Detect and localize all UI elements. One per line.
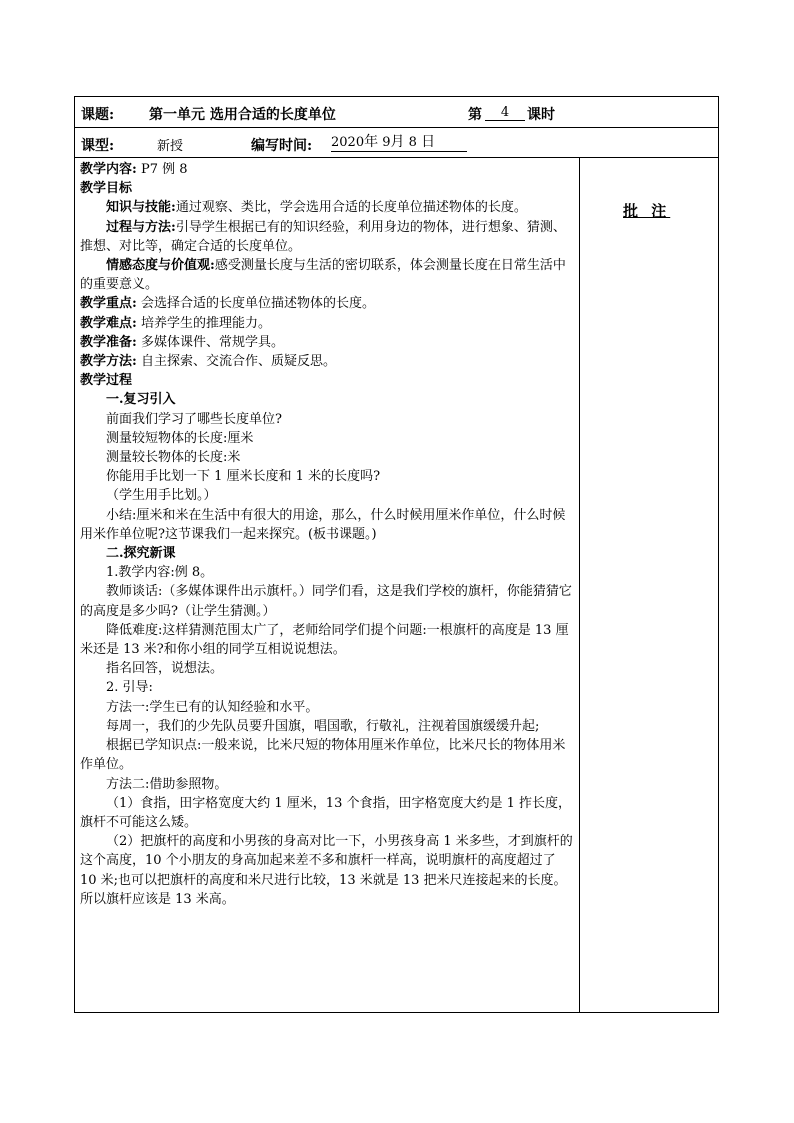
content-line: （2）把旗杆的高度和小男孩的身高对比一下，小男孩身高 1 米多些，才到旗杆的这个高度，10 个小朋友的身高加起来差不多和旗杆一样高，说明旗杆的高度超过了 10 米;也可以把旗杆的高度和米尺进行比较，13 米就是 13 把米尺连接起来的长度。所以旗杆应该是 13 米高。 bbox=[80, 834, 573, 907]
line-label: 教学重点: bbox=[80, 296, 137, 312]
content-line: 降低难度:这样猜测范围太广了，老师给同学们提个问题:一根旗杆的高度是 13 厘米还是 13 米?和你小组的同学互相说说想法。 bbox=[80, 622, 569, 658]
date-day: 8 bbox=[408, 135, 417, 150]
title-row bbox=[74, 96, 719, 127]
content-line: （学生用手比划。） bbox=[106, 488, 217, 504]
body-row bbox=[74, 157, 719, 1013]
period-prefix: 第 bbox=[468, 107, 482, 123]
line-label: 过程与方法: bbox=[106, 219, 176, 235]
content-line: 指名回答，说想法。 bbox=[106, 661, 224, 677]
line-text: 培养学生的推理能力。 bbox=[140, 315, 271, 331]
date-year: 2020 bbox=[331, 135, 365, 150]
content-line: 小结:厘米和米在生活中有很大的用途，那么，什么时候用厘米作单位，什么时候用米作单位呢?这节课我们一起来探究。(板书课题。) bbox=[80, 507, 566, 542]
content-line: 测量较短物体的长度:厘米 bbox=[106, 430, 254, 446]
content-line bbox=[80, 198, 574, 217]
type-row bbox=[74, 127, 719, 157]
line-label: 教学准备: bbox=[80, 334, 137, 350]
content-line: 你能用手比划一下 1 厘米长度和 1 米的长度吗? bbox=[106, 469, 381, 485]
annotation-heading: 批 注 bbox=[623, 202, 671, 220]
content-line: 前面我们学习了哪些长度单位? bbox=[106, 411, 282, 427]
content-line: 1.教学内容:例 8。 bbox=[106, 565, 214, 581]
date-month-unit: 月 bbox=[390, 134, 405, 150]
content-line: 根据已学知识点:一般来说，比米尺短的物体用厘米作单位，比米尺长的物体用米作单位。 bbox=[80, 738, 566, 773]
date-value bbox=[331, 134, 467, 152]
content-line: 测量较长物体的长度:米 bbox=[106, 450, 241, 466]
content-line bbox=[80, 160, 574, 179]
lesson-label: 课题: bbox=[81, 107, 115, 123]
content-line bbox=[80, 333, 574, 352]
line-text: 通过观察、类比，学会选用合适的长度单位描述物体的长度。 bbox=[175, 200, 527, 216]
line-label: 知识与技能: bbox=[106, 200, 176, 216]
content-line bbox=[80, 352, 574, 371]
line-text: P7 例 8 bbox=[140, 162, 188, 177]
period-suffix: 课时 bbox=[527, 107, 555, 123]
content-line: 教师谈话:（多媒体课件出示旗杆。）同学们看，这是我们学校的旗杆，你能猜猜它的高度是多少吗?（让学生猜测。） bbox=[80, 584, 572, 619]
content-line bbox=[80, 314, 574, 333]
content-line: 方法一:学生已有的认知经验和水平。 bbox=[106, 699, 319, 715]
lesson-title: 第一单元 选用合适的长度单位 bbox=[149, 107, 336, 123]
line-label: 情感态度与价值观: bbox=[106, 258, 215, 274]
date-year-unit: 年 bbox=[364, 134, 379, 150]
content-line: 每周一，我们的少先队员要升国旗，唱国歌，行敬礼，注视着国旗缓缓升起; bbox=[106, 718, 540, 734]
type-label: 课型: bbox=[81, 138, 115, 154]
content-line: 方法二:借助参照物。 bbox=[106, 776, 228, 792]
content-line bbox=[80, 218, 574, 256]
line-text: 多媒体课件、常规学具。 bbox=[140, 334, 284, 350]
content-line: 2. 引导: bbox=[106, 680, 153, 696]
subsection-heading: 一.复习引入 bbox=[106, 392, 176, 408]
line-label: 教学内容: bbox=[80, 162, 137, 177]
date-month: 9 bbox=[382, 135, 391, 150]
section-heading: 教学过程 bbox=[80, 373, 133, 389]
line-label: 教学难点: bbox=[80, 315, 137, 331]
line-label: 教学方法: bbox=[80, 354, 137, 370]
lesson-content bbox=[80, 160, 574, 909]
line-text: 引导学生根据已有的知识经验，利用身边的物体，进行想象、猜测、推想、对比等，确定合适的长度单位。 bbox=[80, 219, 566, 254]
line-text: 感受测量长度与生活的密切联系，体会测量长度在日常生活中的重要意义。 bbox=[80, 258, 566, 293]
subsection-heading: 二.探究新课 bbox=[106, 546, 176, 562]
content-line bbox=[80, 294, 574, 313]
line-text: 自主探索、交流合作、质疑反思。 bbox=[140, 354, 336, 370]
date-day-unit: 日 bbox=[421, 134, 436, 150]
type-value: 新授 bbox=[157, 139, 184, 154]
section-heading: 教学目标 bbox=[80, 181, 133, 197]
line-text: 会选择合适的长度单位描述物体的长度。 bbox=[140, 296, 375, 312]
content-line: （1）食指，田字格宽度大约 1 厘米，13 个食指，田字格宽度大约是 1 拃长度，旗杆不可能这么矮。 bbox=[80, 795, 572, 830]
column-divider bbox=[579, 158, 580, 1012]
period-number: 4 bbox=[485, 105, 525, 121]
date-label: 编写时间: bbox=[251, 138, 313, 154]
content-line bbox=[80, 256, 574, 294]
